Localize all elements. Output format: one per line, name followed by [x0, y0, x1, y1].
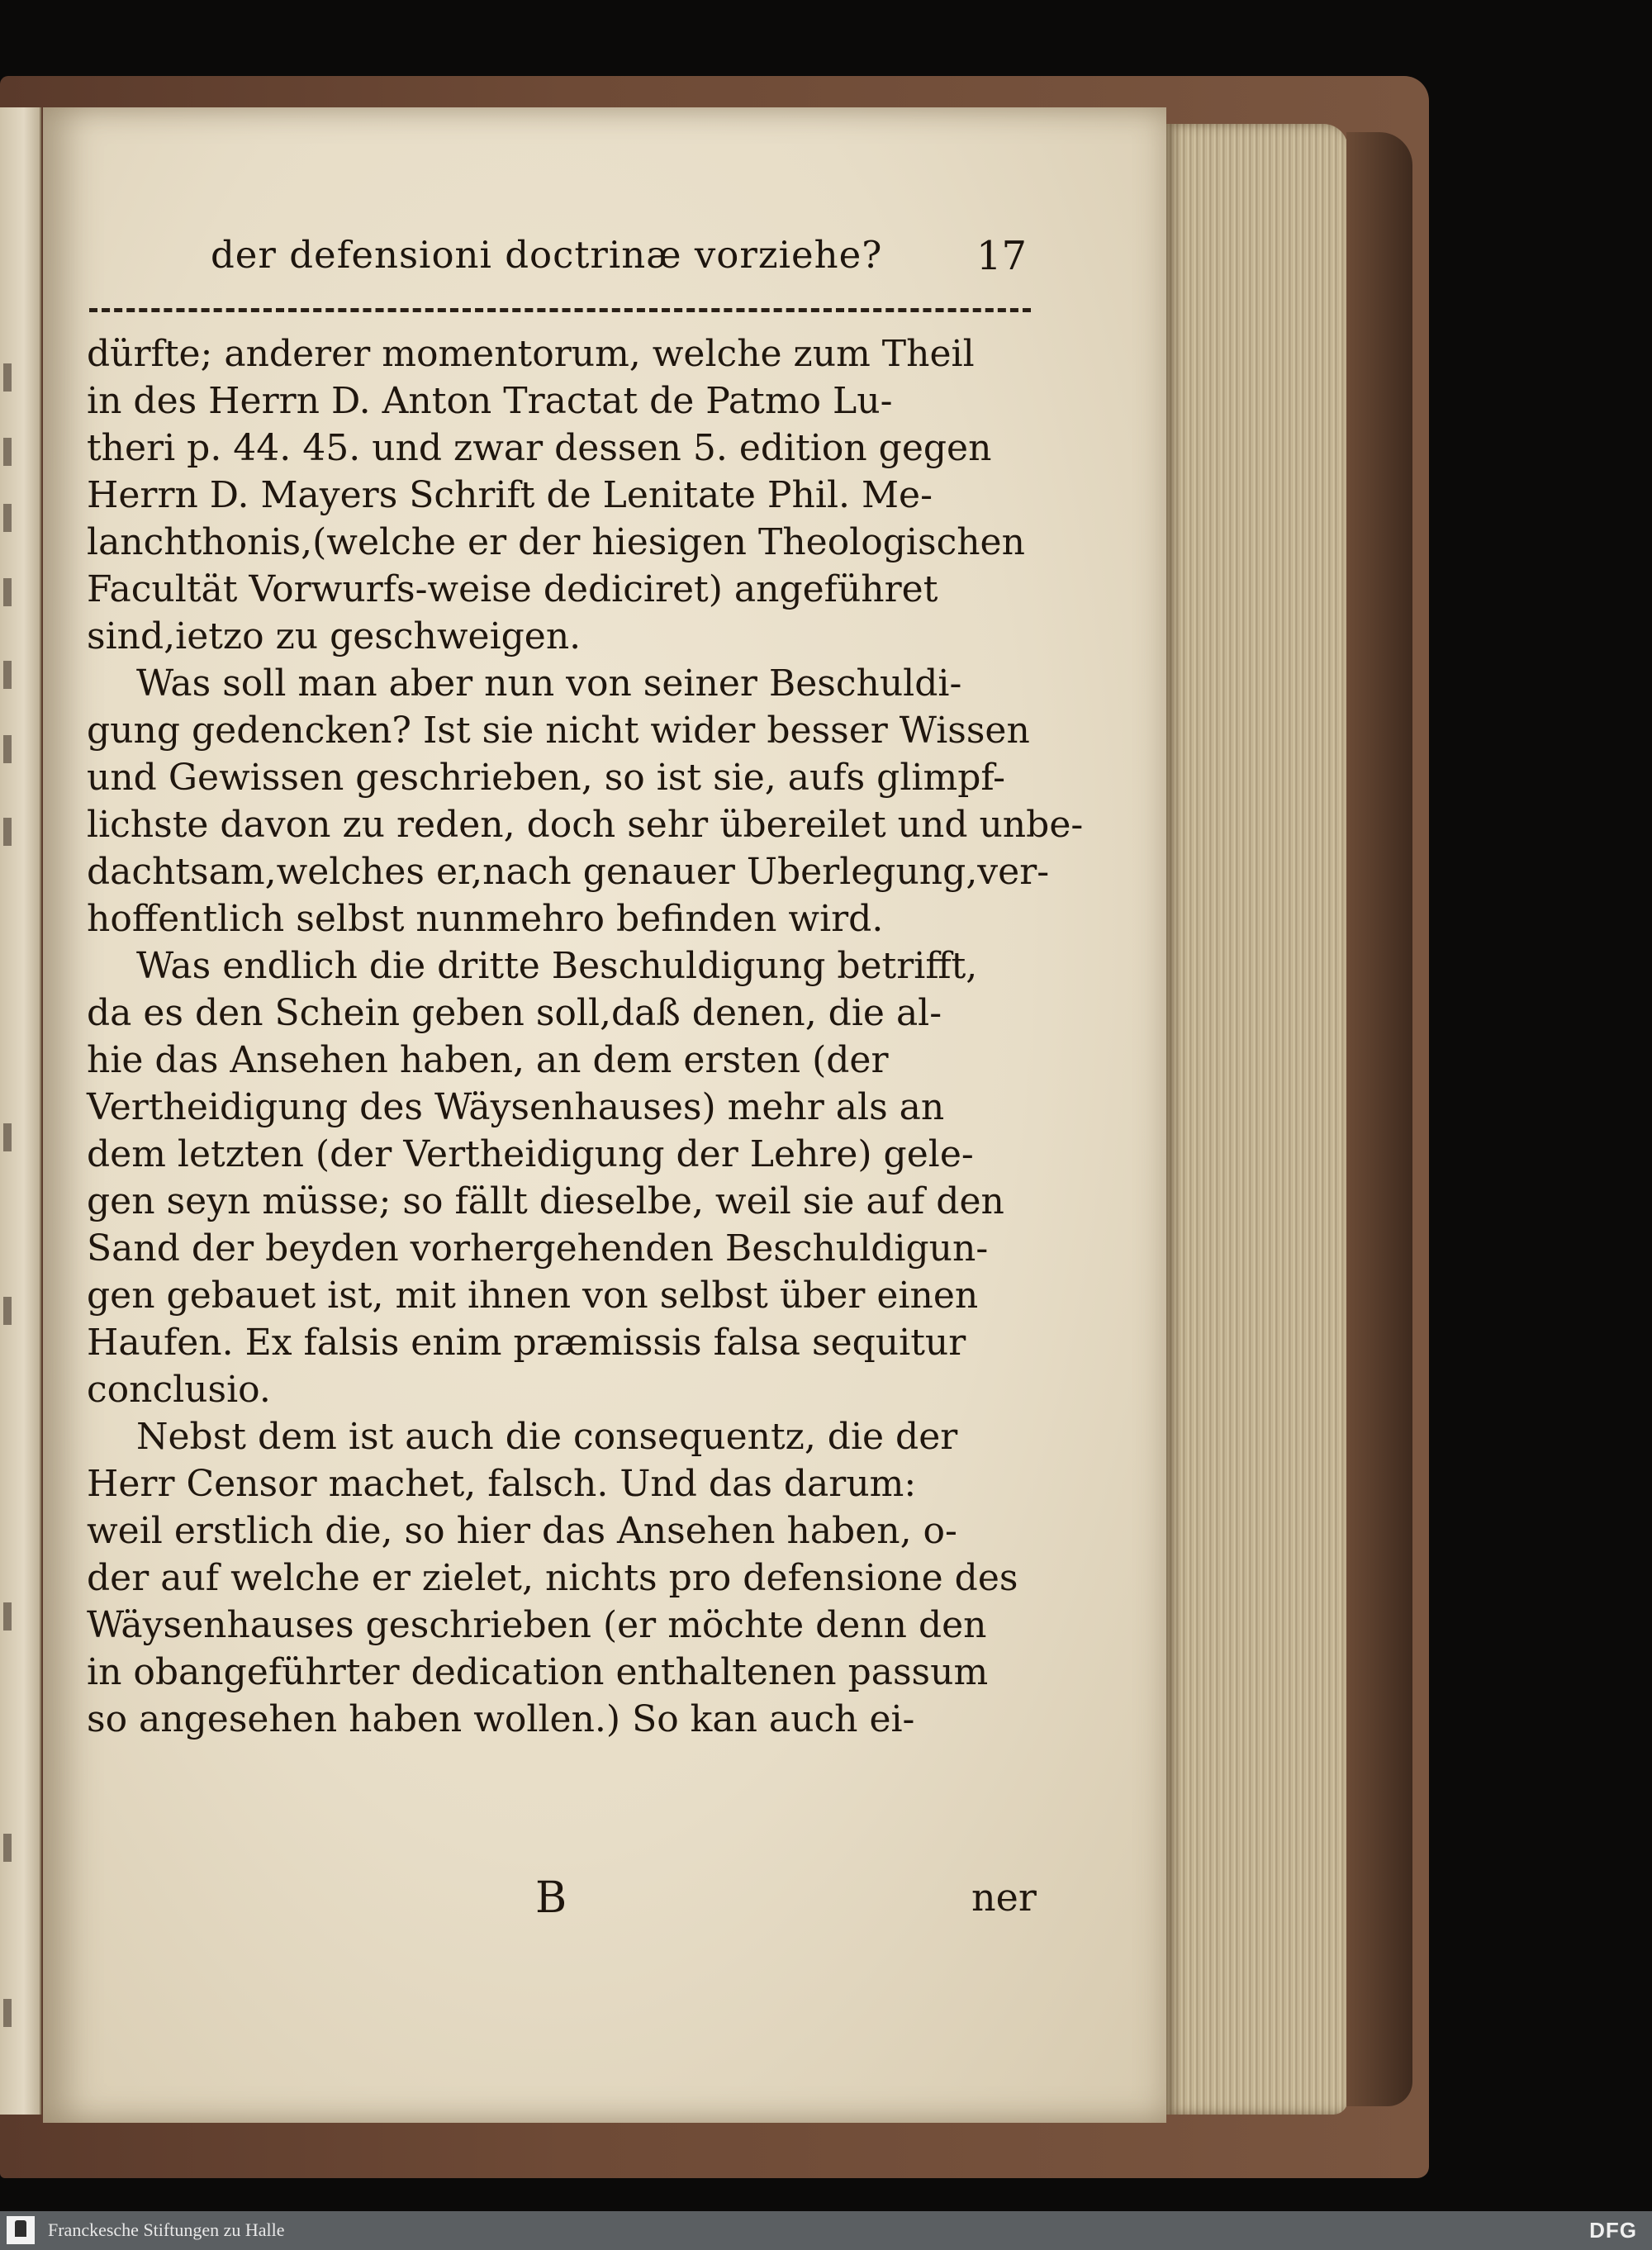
text-line: weil erstlich die, so hier das Ansehen haben, o- [87, 1510, 957, 1552]
text-line: gen gebauet ist, mit ihnen von selbst über einen [87, 1275, 979, 1317]
text-line: dem letzten (der Vertheidigung der Lehre) gele- [87, 1133, 974, 1175]
text-line: der auf welche er zielet, nichts pro defensione des [87, 1557, 1018, 1599]
text-line: dürfte; anderer momentorum, welche zum Theil [87, 333, 975, 375]
catchword: ner [971, 1875, 1037, 1920]
text-line: lichste davon zu reden, doch sehr übereilet und unbe- [87, 804, 1084, 846]
text-line: in obangeführter dedication enthaltenen passum [87, 1651, 989, 1693]
book-fore-edge-cover [1346, 132, 1412, 2106]
text-line: gen seyn müsse; so fällt dieselbe, weil sie auf den [87, 1180, 1004, 1222]
institution-logo-icon [7, 2216, 35, 2244]
text-line: Sand der beyden vorhergehenden Beschuldigun- [87, 1227, 989, 1270]
running-head: der defensioni doctrinæ vorziehe? [211, 233, 883, 277]
text-line: conclusio. [87, 1369, 271, 1411]
body-text [87, 330, 1084, 1743]
footer-bar [0, 2211, 1652, 2250]
page-number: 17 [976, 233, 1028, 279]
text-line: Wäysenhauses geschrieben (er möchte denn den [87, 1604, 987, 1646]
text-line: so angesehen haben wollen.) So kan auch ei- [87, 1698, 915, 1740]
text-line: da es den Schein geben soll,daß denen, die al- [87, 992, 942, 1034]
text-line: Nebst dem ist auch die consequentz, die der [136, 1416, 958, 1458]
text-line: Haufen. Ex falsis enim præmissis falsa sequitur [87, 1322, 966, 1364]
footer-institution: Franckesche Stiftungen zu Halle [48, 2219, 285, 2240]
text-line: lanchthonis,(welche er der hiesigen Theologischen [87, 521, 1025, 563]
page-block-edges [1166, 124, 1348, 2115]
text-line: hoffentlich selbst nunmehro befinden wird. [87, 898, 884, 940]
text-line: Facultät Vorwurfs-weise dediciret) angeführet [87, 568, 938, 610]
text-line: theri p. 44. 45. und zwar dessen 5. edition gegen [87, 427, 992, 469]
signature-mark: B [535, 1873, 567, 1923]
header-rule [89, 308, 1031, 312]
text-line: Was soll man aber nun von seiner Beschuldi- [136, 662, 962, 705]
text-line: Was endlich die dritte Beschuldigung betrifft, [136, 945, 978, 987]
left-page-edge [0, 107, 41, 2115]
text-line: Vertheidigung des Wäysenhauses) mehr als an [87, 1086, 945, 1128]
text-line: gung gedencken? Ist sie nicht wider besser Wissen [87, 710, 1030, 752]
text-line: sind,ietzo zu geschweigen. [87, 615, 582, 657]
left-page-bleed-marks [3, 231, 28, 2131]
text-line: und Gewissen geschrieben, so ist sie, aufs glimpf- [87, 757, 1005, 799]
text-line: dachtsam,welches er,nach genauer Uberlegung,ver- [87, 851, 1050, 893]
text-line: Herr Censor machet, falsch. Und das darum: [87, 1463, 917, 1505]
text-line: in des Herrn D. Anton Tractat de Patmo Lu- [87, 380, 893, 422]
text-line: Herrn D. Mayers Schrift de Lenitate Phil. Me- [87, 474, 933, 516]
text-line: hie das Ansehen haben, an dem ersten (der [87, 1039, 889, 1081]
footer-brand: DFG [1589, 2218, 1637, 2243]
